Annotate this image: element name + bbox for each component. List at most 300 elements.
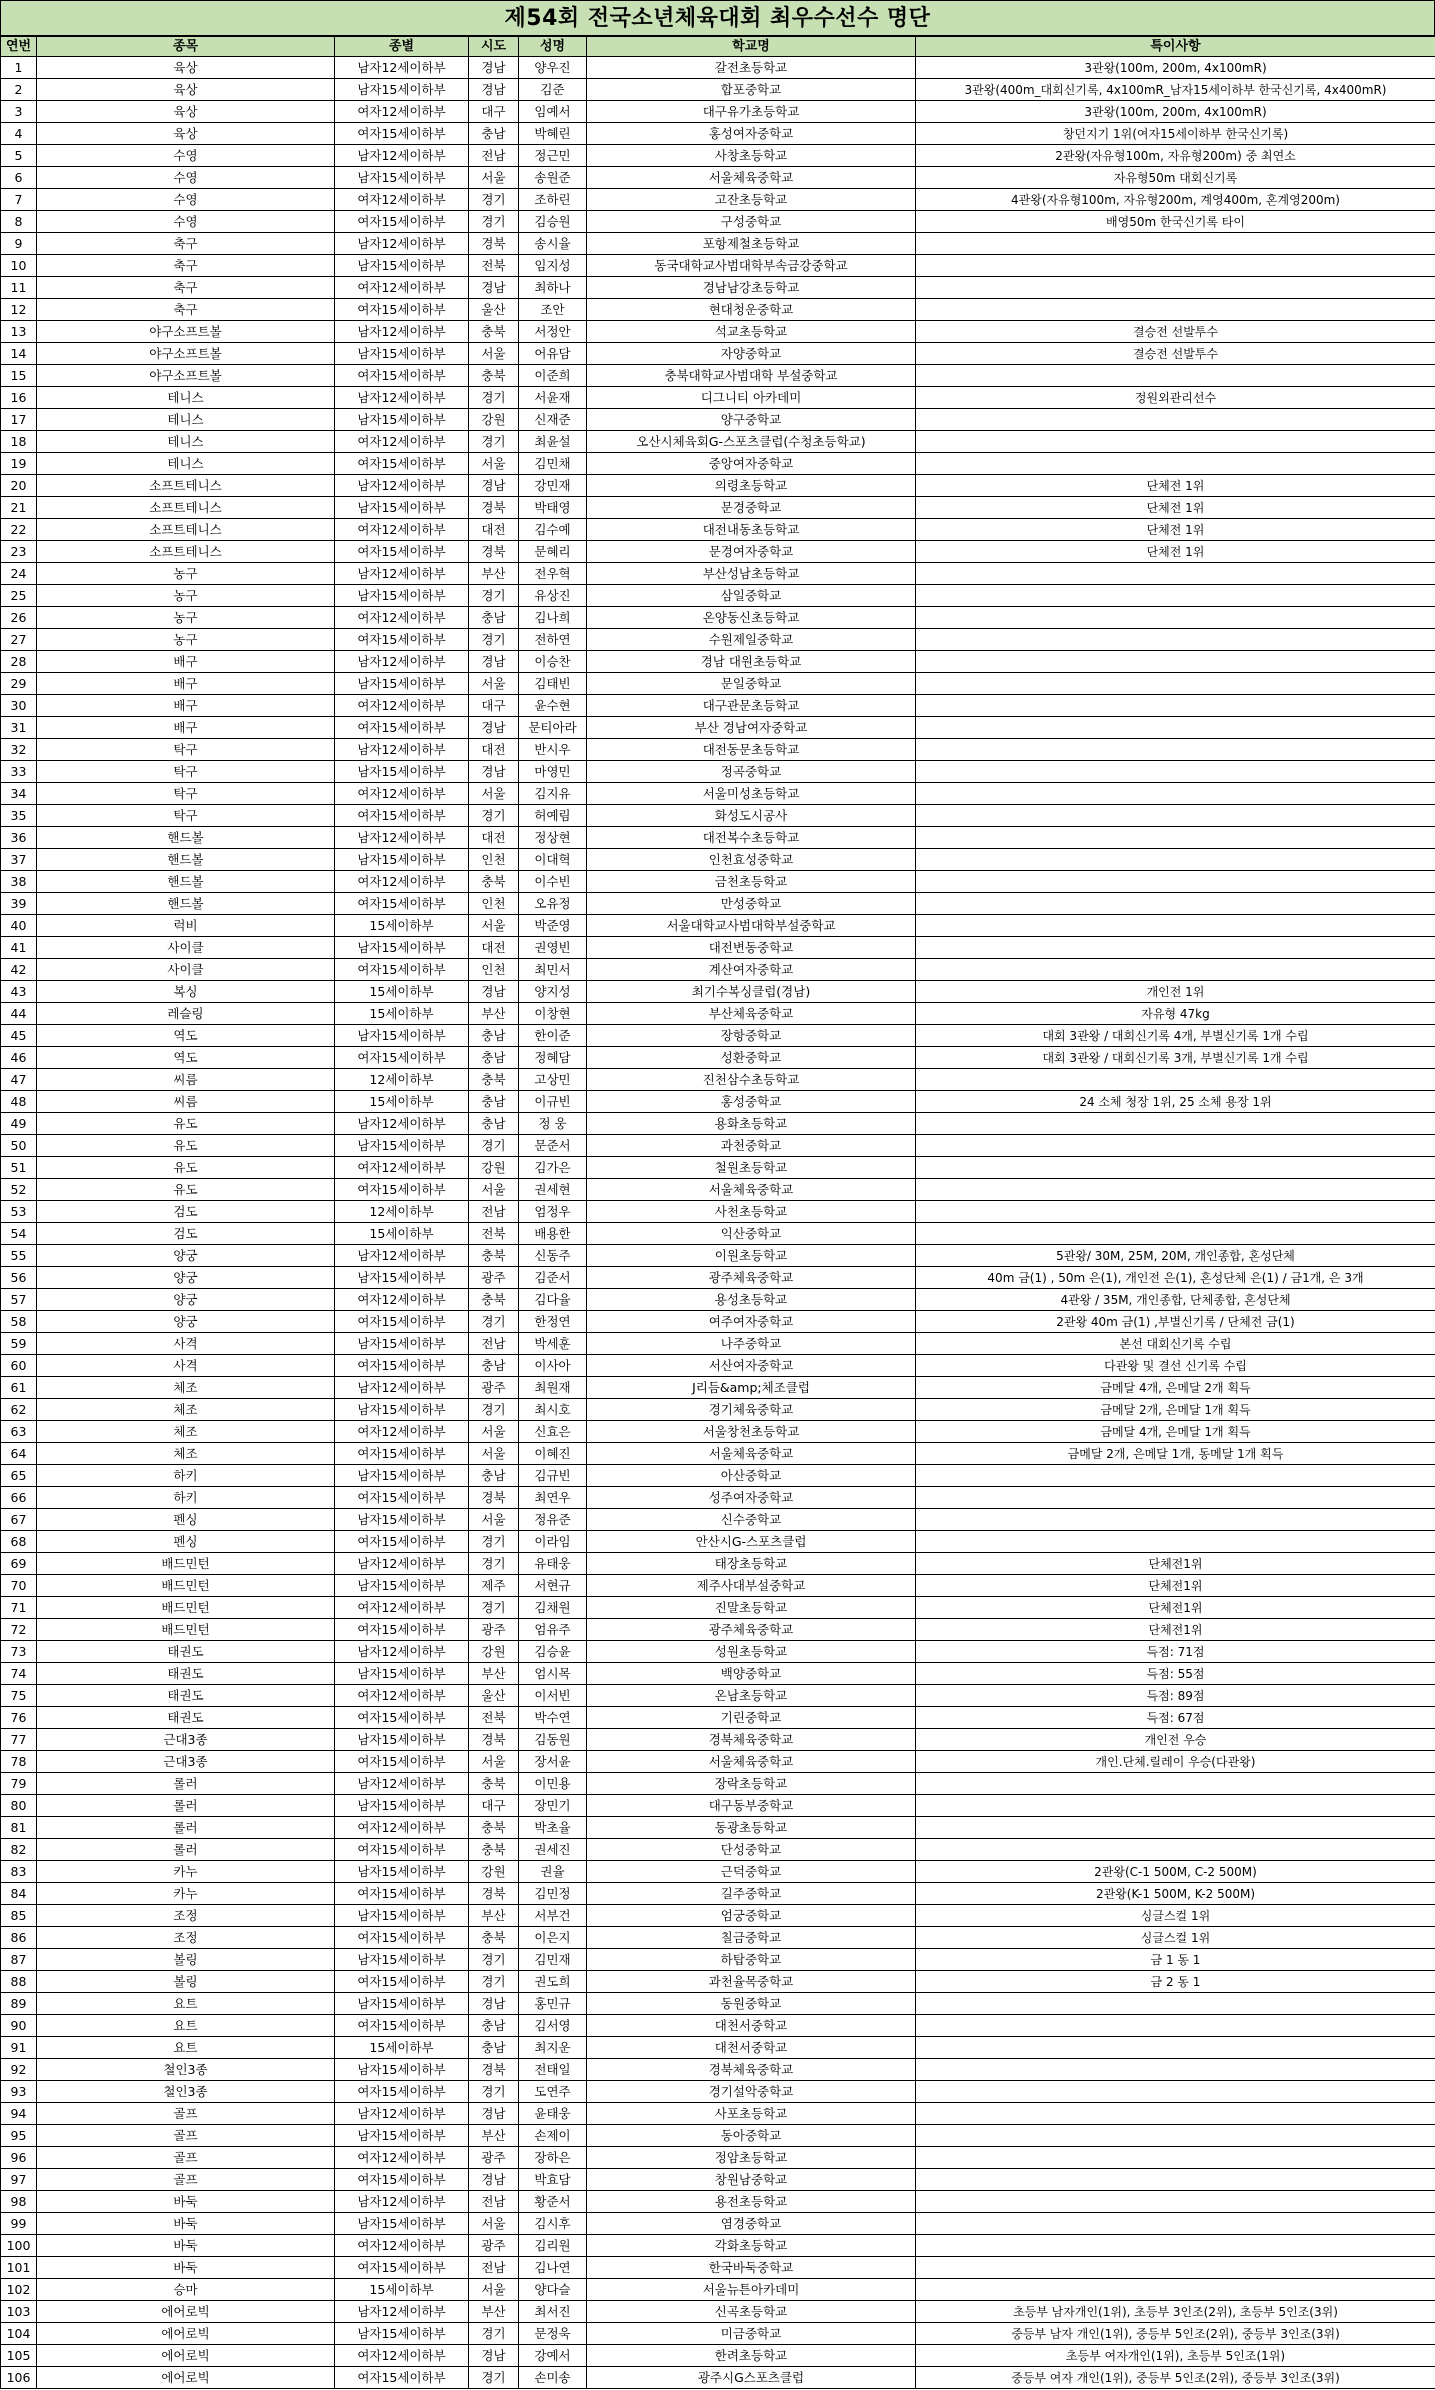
cell-notes — [916, 1201, 1435, 1223]
cell-sport: 에어로빅 — [37, 2301, 335, 2323]
cell-school: 서산여자중학교 — [587, 1355, 916, 1377]
cell-index: 78 — [1, 1751, 37, 1773]
cell-notes — [916, 563, 1435, 585]
cell-index: 74 — [1, 1663, 37, 1685]
cell-notes — [916, 365, 1435, 387]
cell-province: 전북 — [469, 1223, 519, 1245]
cell-sport: 체조 — [37, 1377, 335, 1399]
cell-index: 28 — [1, 651, 37, 673]
cell-division: 여자15세이하부 — [335, 211, 469, 233]
table-row — [1, 2191, 1435, 2213]
cell-notes — [916, 1223, 1435, 1245]
cell-division: 여자12세이하부 — [335, 2345, 469, 2367]
cell-index: 16 — [1, 387, 37, 409]
cell-index: 18 — [1, 431, 37, 453]
cell-name: 김리원 — [519, 2235, 587, 2257]
cell-school: 온남초등학교 — [587, 1685, 916, 1707]
cell-notes: 금 1 동 1 — [916, 1949, 1435, 1971]
table-row — [1, 1927, 1435, 1949]
cell-province: 경남 — [469, 57, 519, 79]
cell-name: 최지운 — [519, 2037, 587, 2059]
cell-school: 성환중학교 — [587, 1047, 916, 1069]
cell-province: 서울 — [469, 2213, 519, 2235]
cell-notes — [916, 1531, 1435, 1553]
cell-sport: 바둑 — [37, 2257, 335, 2279]
cell-province: 경기 — [469, 2367, 519, 2389]
table-row — [1, 805, 1435, 827]
cell-division: 여자15세이하부 — [335, 1047, 469, 1069]
cell-sport: 유도 — [37, 1135, 335, 1157]
cell-sport: 역도 — [37, 1047, 335, 1069]
cell-name: 정유준 — [519, 1509, 587, 1531]
table-row — [1, 255, 1435, 277]
table-row — [1, 1443, 1435, 1465]
cell-province: 경기 — [469, 585, 519, 607]
cell-notes: 5관왕/ 30M, 25M, 20M, 개인종합, 혼성단체 — [916, 1245, 1435, 1267]
cell-notes — [916, 1509, 1435, 1531]
cell-index: 6 — [1, 167, 37, 189]
cell-sport: 농구 — [37, 563, 335, 585]
cell-division: 남자15세이하부 — [335, 673, 469, 695]
cell-division: 여자12세이하부 — [335, 519, 469, 541]
cell-province: 대구 — [469, 695, 519, 717]
cell-sport: 양궁 — [37, 1311, 335, 1333]
cell-sport: 테니스 — [37, 387, 335, 409]
cell-division: 남자12세이하부 — [335, 2301, 469, 2323]
cell-province: 부산 — [469, 1905, 519, 1927]
cell-index: 27 — [1, 629, 37, 651]
cell-province: 경기 — [469, 1399, 519, 1421]
cell-division: 남자15세이하부 — [335, 1135, 469, 1157]
cell-division: 남자15세이하부 — [335, 1025, 469, 1047]
cell-province: 광주 — [469, 1619, 519, 1641]
cell-index: 37 — [1, 849, 37, 871]
cell-sport: 체조 — [37, 1443, 335, 1465]
table-row — [1, 1069, 1435, 1091]
cell-division: 여자12세이하부 — [335, 1817, 469, 1839]
cell-sport: 소프트테니스 — [37, 519, 335, 541]
cell-school: 아산중학교 — [587, 1465, 916, 1487]
cell-school: 정곡중학교 — [587, 761, 916, 783]
cell-index: 81 — [1, 1817, 37, 1839]
cell-province: 경기 — [469, 1971, 519, 1993]
table-row — [1, 145, 1435, 167]
table-row — [1, 1553, 1435, 1575]
cell-province: 경기 — [469, 189, 519, 211]
cell-sport: 핸드볼 — [37, 827, 335, 849]
cell-index: 41 — [1, 937, 37, 959]
cell-sport: 배드민턴 — [37, 1597, 335, 1619]
cell-division: 남자15세이하부 — [335, 2125, 469, 2147]
cell-sport: 유도 — [37, 1157, 335, 1179]
cell-notes: 다관왕 및 결선 신기록 수립 — [916, 1355, 1435, 1377]
cell-sport: 탁구 — [37, 805, 335, 827]
cell-notes — [916, 1839, 1435, 1861]
cell-name: 최서진 — [519, 2301, 587, 2323]
cell-school: 나주중학교 — [587, 1333, 916, 1355]
cell-notes — [916, 1465, 1435, 1487]
cell-name: 이서빈 — [519, 1685, 587, 1707]
cell-province: 경기 — [469, 431, 519, 453]
cell-name: 오유정 — [519, 893, 587, 915]
cell-school: 경기체육중학교 — [587, 1399, 916, 1421]
cell-notes: 득점: 71점 — [916, 1641, 1435, 1663]
cell-index: 9 — [1, 233, 37, 255]
cell-name: 김승원 — [519, 211, 587, 233]
cell-index: 42 — [1, 959, 37, 981]
cell-division: 여자15세이하부 — [335, 629, 469, 651]
cell-index: 98 — [1, 2191, 37, 2213]
cell-index: 99 — [1, 2213, 37, 2235]
cell-index: 13 — [1, 321, 37, 343]
table-row — [1, 1135, 1435, 1157]
cell-province: 경남 — [469, 79, 519, 101]
cell-division: 여자15세이하부 — [335, 365, 469, 387]
table-row — [1, 1883, 1435, 1905]
table-row — [1, 1751, 1435, 1773]
cell-division: 여자15세이하부 — [335, 123, 469, 145]
cell-school: 디그니티 아카데미 — [587, 387, 916, 409]
cell-notes — [916, 2103, 1435, 2125]
cell-index: 55 — [1, 1245, 37, 1267]
cell-index: 48 — [1, 1091, 37, 1113]
cell-index: 60 — [1, 1355, 37, 1377]
cell-name: 이혜진 — [519, 1443, 587, 1465]
table-row — [1, 1377, 1435, 1399]
cell-province: 서울 — [469, 343, 519, 365]
cell-notes: 금메달 4개, 은메달 1개 획득 — [916, 1421, 1435, 1443]
cell-name: 최원재 — [519, 1377, 587, 1399]
cell-notes — [916, 739, 1435, 761]
cell-school: 용화초등학교 — [587, 1113, 916, 1135]
cell-province: 울산 — [469, 1685, 519, 1707]
cell-school: 대전내동초등학교 — [587, 519, 916, 541]
cell-school: 서울대학교사범대학부설중학교 — [587, 915, 916, 937]
cell-index: 45 — [1, 1025, 37, 1047]
cell-school: 대전동문초등학교 — [587, 739, 916, 761]
cell-school: 서울체육중학교 — [587, 167, 916, 189]
cell-province: 충남 — [469, 1355, 519, 1377]
cell-sport: 승마 — [37, 2279, 335, 2301]
cell-division: 남자12세이하부 — [335, 1553, 469, 1575]
cell-name: 박세훈 — [519, 1333, 587, 1355]
cell-name: 한정연 — [519, 1311, 587, 1333]
cell-division: 남자15세이하부 — [335, 1795, 469, 1817]
cell-province: 전남 — [469, 1333, 519, 1355]
cell-sport: 배드민턴 — [37, 1575, 335, 1597]
table-row — [1, 2169, 1435, 2191]
cell-province: 부산 — [469, 2125, 519, 2147]
cell-sport: 육상 — [37, 57, 335, 79]
cell-notes: 단체전 1위 — [916, 497, 1435, 519]
cell-notes — [916, 2213, 1435, 2235]
cell-notes — [916, 409, 1435, 431]
cell-notes: 2관왕(C-1 500M, C-2 500M) — [916, 1861, 1435, 1883]
cell-sport: 근대3종 — [37, 1729, 335, 1751]
table-row — [1, 2037, 1435, 2059]
cell-notes: 결승전 선발투수 — [916, 343, 1435, 365]
cell-notes — [916, 827, 1435, 849]
cell-province: 충북 — [469, 1927, 519, 1949]
cell-sport: 소프트테니스 — [37, 541, 335, 563]
cell-index: 72 — [1, 1619, 37, 1641]
cell-name: 김동원 — [519, 1729, 587, 1751]
cell-division: 남자15세이하부 — [335, 761, 469, 783]
cell-notes — [916, 673, 1435, 695]
cell-index: 19 — [1, 453, 37, 475]
cell-notes — [916, 607, 1435, 629]
cell-sport: 배구 — [37, 673, 335, 695]
cell-index: 79 — [1, 1773, 37, 1795]
cell-index: 31 — [1, 717, 37, 739]
header-index: 연번 — [1, 37, 37, 57]
cell-sport: 배구 — [37, 695, 335, 717]
cell-division: 여자15세이하부 — [335, 1179, 469, 1201]
cell-index: 61 — [1, 1377, 37, 1399]
cell-school: 석교초등학교 — [587, 321, 916, 343]
cell-name: 강예서 — [519, 2345, 587, 2367]
cell-notes — [916, 277, 1435, 299]
cell-index: 97 — [1, 2169, 37, 2191]
cell-name: 박준영 — [519, 915, 587, 937]
cell-school: 장항중학교 — [587, 1025, 916, 1047]
cell-school: 칠금중학교 — [587, 1927, 916, 1949]
cell-school: 포항제철초등학교 — [587, 233, 916, 255]
cell-division: 남자12세이하부 — [335, 1773, 469, 1795]
cell-province: 대전 — [469, 519, 519, 541]
cell-notes — [916, 1773, 1435, 1795]
cell-division: 여자12세이하부 — [335, 783, 469, 805]
table-row — [1, 651, 1435, 673]
cell-division: 남자15세이하부 — [335, 1905, 469, 1927]
cell-sport: 럭비 — [37, 915, 335, 937]
cell-index: 49 — [1, 1113, 37, 1135]
table-row — [1, 981, 1435, 1003]
cell-division: 남자12세이하부 — [335, 563, 469, 585]
table-row — [1, 827, 1435, 849]
table-row — [1, 2015, 1435, 2037]
cell-name: 김채원 — [519, 1597, 587, 1619]
cell-name: 서정안 — [519, 321, 587, 343]
cell-division: 여자15세이하부 — [335, 2015, 469, 2037]
table-row — [1, 431, 1435, 453]
table-row — [1, 739, 1435, 761]
cell-sport: 축구 — [37, 233, 335, 255]
cell-sport: 카누 — [37, 1883, 335, 1905]
cell-index: 44 — [1, 1003, 37, 1025]
cell-school: 미금중학교 — [587, 2323, 916, 2345]
cell-name: 양다슬 — [519, 2279, 587, 2301]
cell-name: 권세현 — [519, 1179, 587, 1201]
cell-index: 7 — [1, 189, 37, 211]
cell-index: 51 — [1, 1157, 37, 1179]
cell-name: 김태빈 — [519, 673, 587, 695]
cell-name: 문혜리 — [519, 541, 587, 563]
cell-index: 76 — [1, 1707, 37, 1729]
cell-sport: 테니스 — [37, 453, 335, 475]
cell-province: 경북 — [469, 1487, 519, 1509]
cell-division: 남자15세이하부 — [335, 167, 469, 189]
table-row — [1, 2213, 1435, 2235]
cell-school: 용성초등학교 — [587, 1289, 916, 1311]
cell-division: 남자12세이하부 — [335, 1113, 469, 1135]
table-row — [1, 2257, 1435, 2279]
cell-school: 하탑중학교 — [587, 1949, 916, 1971]
cell-sport: 볼링 — [37, 1971, 335, 1993]
cell-sport: 농구 — [37, 629, 335, 651]
cell-index: 5 — [1, 145, 37, 167]
cell-name: 장민기 — [519, 1795, 587, 1817]
table-row — [1, 1861, 1435, 1883]
table-row — [1, 167, 1435, 189]
cell-school: 자양중학교 — [587, 343, 916, 365]
cell-index: 12 — [1, 299, 37, 321]
cell-notes — [916, 1795, 1435, 1817]
cell-index: 11 — [1, 277, 37, 299]
cell-sport: 조정 — [37, 1927, 335, 1949]
cell-sport: 배구 — [37, 651, 335, 673]
table-row — [1, 695, 1435, 717]
cell-province: 서울 — [469, 1509, 519, 1531]
cell-index: 4 — [1, 123, 37, 145]
table-row — [1, 2345, 1435, 2367]
cell-name: 이창현 — [519, 1003, 587, 1025]
cell-name: 유태웅 — [519, 1553, 587, 1575]
cell-name: 임지성 — [519, 255, 587, 277]
cell-notes — [916, 717, 1435, 739]
cell-province: 강원 — [469, 409, 519, 431]
cell-division: 여자15세이하부 — [335, 299, 469, 321]
cell-school: 서울체육중학교 — [587, 1443, 916, 1465]
cell-index: 90 — [1, 2015, 37, 2037]
cell-school: 충북대학교사범대학 부설중학교 — [587, 365, 916, 387]
cell-notes — [916, 1993, 1435, 2015]
table-row — [1, 959, 1435, 981]
cell-name: 엄유주 — [519, 1619, 587, 1641]
table-row — [1, 233, 1435, 255]
cell-province: 경남 — [469, 1993, 519, 2015]
cell-sport: 소프트테니스 — [37, 475, 335, 497]
cell-name: 권도희 — [519, 1971, 587, 1993]
cell-index: 58 — [1, 1311, 37, 1333]
cell-name: 정근민 — [519, 145, 587, 167]
cell-notes — [916, 915, 1435, 937]
cell-notes: 득점: 67점 — [916, 1707, 1435, 1729]
cell-province: 충남 — [469, 1113, 519, 1135]
cell-school: 대천서중학교 — [587, 2037, 916, 2059]
cell-school: 경기설악중학교 — [587, 2081, 916, 2103]
cell-division: 15세이하부 — [335, 981, 469, 1003]
cell-sport: 야구소프트볼 — [37, 321, 335, 343]
cell-name: 김나연 — [519, 2257, 587, 2279]
cell-name: 김준서 — [519, 1267, 587, 1289]
table-row — [1, 1333, 1435, 1355]
cell-province: 인천 — [469, 849, 519, 871]
cell-name: 김지유 — [519, 783, 587, 805]
cell-notes — [916, 1817, 1435, 1839]
table-row — [1, 849, 1435, 871]
cell-province: 경기 — [469, 387, 519, 409]
cell-sport: 핸드볼 — [37, 871, 335, 893]
cell-school: 각화초등학교 — [587, 2235, 916, 2257]
cell-division: 여자15세이하부 — [335, 1619, 469, 1641]
cell-school: J리듬&amp;체조클럽 — [587, 1377, 916, 1399]
cell-notes: 4관왕 / 35M, 개인종합, 단체종합, 혼성단체 — [916, 1289, 1435, 1311]
cell-province: 경기 — [469, 629, 519, 651]
cell-name: 유상진 — [519, 585, 587, 607]
cell-name: 윤수현 — [519, 695, 587, 717]
cell-school: 사천초등학교 — [587, 1201, 916, 1223]
cell-notes: 자유형 47kg — [916, 1003, 1435, 1025]
cell-school: 경남남강초등학교 — [587, 277, 916, 299]
cell-sport: 수영 — [37, 211, 335, 233]
cell-province: 경남 — [469, 2103, 519, 2125]
header-sport: 종목 — [37, 37, 335, 57]
cell-province: 경기 — [469, 1553, 519, 1575]
cell-sport: 요트 — [37, 2037, 335, 2059]
table-row — [1, 1619, 1435, 1641]
cell-sport: 펜싱 — [37, 1531, 335, 1553]
cell-notes — [916, 871, 1435, 893]
cell-name: 이대혁 — [519, 849, 587, 871]
table-row — [1, 1157, 1435, 1179]
cell-division: 남자15세이하부 — [335, 1509, 469, 1531]
header-name: 성명 — [519, 37, 587, 57]
cell-name: 박초율 — [519, 1817, 587, 1839]
cell-name: 서부건 — [519, 1905, 587, 1927]
cell-division: 남자12세이하부 — [335, 739, 469, 761]
cell-division: 여자12세이하부 — [335, 189, 469, 211]
cell-notes: 2관왕 40m 금(1) ,부별신기록 / 단체전 금(1) — [916, 1311, 1435, 1333]
cell-name: 도연주 — [519, 2081, 587, 2103]
cell-school: 홍성여자중학교 — [587, 123, 916, 145]
table-row — [1, 1245, 1435, 1267]
table-row — [1, 1773, 1435, 1795]
cell-school: 구성중학교 — [587, 211, 916, 233]
cell-index: 65 — [1, 1465, 37, 1487]
cell-school: 안산시G-스포츠클럽 — [587, 1531, 916, 1553]
cell-index: 95 — [1, 2125, 37, 2147]
cell-division: 여자15세이하부 — [335, 717, 469, 739]
cell-sport: 농구 — [37, 607, 335, 629]
cell-division: 남자15세이하부 — [335, 849, 469, 871]
cell-name: 송원준 — [519, 167, 587, 189]
cell-province: 인천 — [469, 893, 519, 915]
cell-sport: 복싱 — [37, 981, 335, 1003]
cell-name: 문티아라 — [519, 717, 587, 739]
cell-sport: 씨름 — [37, 1091, 335, 1113]
cell-division: 12세이하부 — [335, 1069, 469, 1091]
cell-notes: 싱글스컬 1위 — [916, 1905, 1435, 1927]
cell-name: 이준희 — [519, 365, 587, 387]
cell-school: 부산성남초등학교 — [587, 563, 916, 585]
cell-province: 서울 — [469, 1421, 519, 1443]
cell-name: 김승윤 — [519, 1641, 587, 1663]
header-row — [1, 37, 1435, 57]
cell-sport: 체조 — [37, 1421, 335, 1443]
cell-division: 15세이하부 — [335, 1091, 469, 1113]
table-row — [1, 2367, 1435, 2389]
cell-division: 여자15세이하부 — [335, 1311, 469, 1333]
cell-name: 서윤재 — [519, 387, 587, 409]
table-row — [1, 1641, 1435, 1663]
cell-index: 26 — [1, 607, 37, 629]
table-row — [1, 497, 1435, 519]
cell-school: 갈전초등학교 — [587, 57, 916, 79]
cell-province: 경기 — [469, 2323, 519, 2345]
cell-school: 중앙여자중학교 — [587, 453, 916, 475]
cell-division: 15세이하부 — [335, 1223, 469, 1245]
